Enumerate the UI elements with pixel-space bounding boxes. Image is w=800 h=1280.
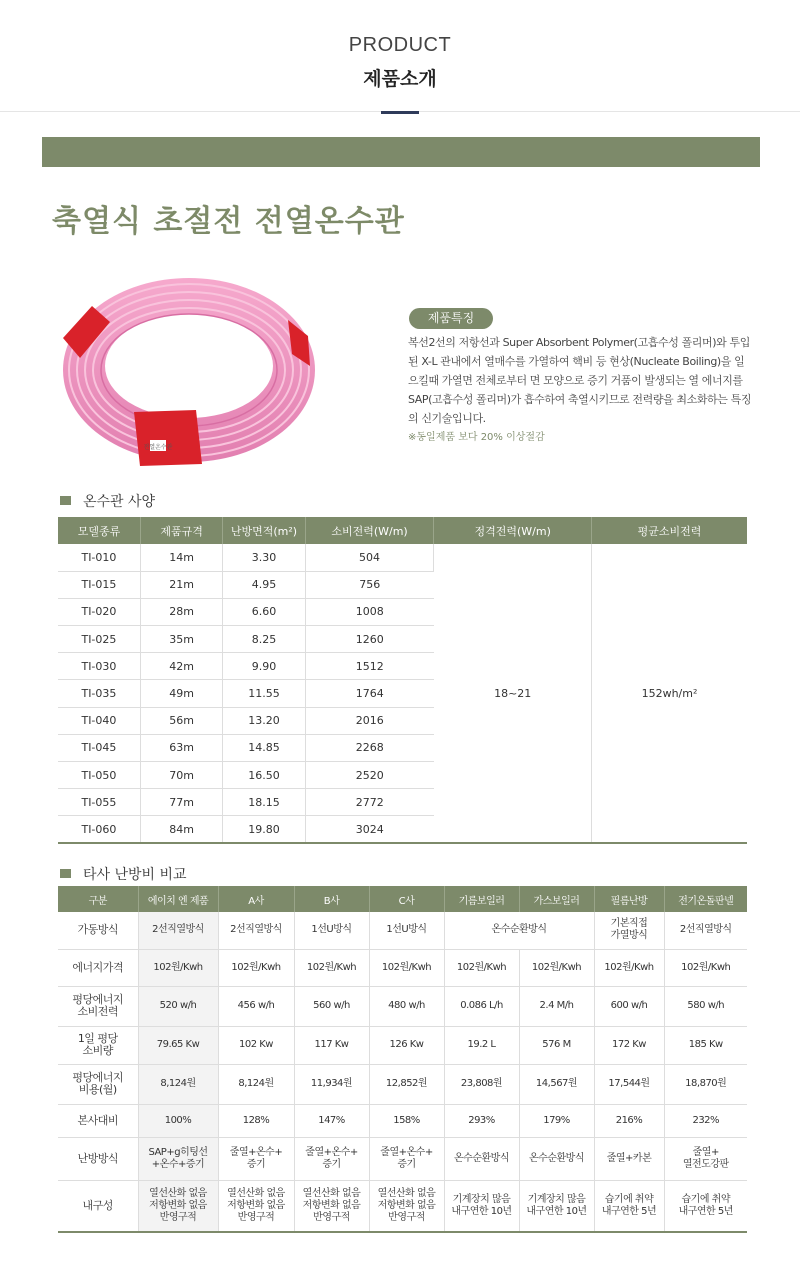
spec-cell: TI-050 — [58, 762, 140, 789]
compare-cell: 102 Kw — [218, 1026, 294, 1064]
compare-cell: 560 w/h — [294, 986, 369, 1026]
row-header-cell: 1일 평당 소비량 — [58, 1026, 138, 1064]
spec-cell: 42m — [140, 653, 222, 680]
compare-cell: 11,934원 — [294, 1064, 369, 1104]
title-band — [42, 137, 760, 167]
section-square-icon — [60, 869, 71, 878]
compare-header-cell: C사 — [369, 886, 444, 912]
compare-header-cell: 가스보일러 — [519, 886, 594, 912]
compare-cell: 기계장치 많음 내구연한 10년 — [444, 1180, 519, 1232]
features-text: 복선2선의 저항선과 Super Absorbent Polymer(고흡수성 폴리머)와 투입된 X-L 관내에서 열매수를 가열하여 핵비 등 현상(Nucleate Boiling)을 일으킬때 가열면 전체로부터 면 모양으로 증기 거품이 발생되는 열 에너지를 SAP(고흡수성 폴리머)가 흡수하여 축열시키므로 전력량을 최소화하는 특징의 신기술입니다. — [408, 336, 752, 425]
spec-cell: 16.50 — [223, 762, 305, 789]
spec-cell: 49m — [140, 680, 222, 707]
compare-cell: 600 w/h — [594, 986, 664, 1026]
compare-cell: 102원/Kwh — [294, 949, 369, 986]
spec-cell: 28m — [140, 598, 222, 625]
compare-cell: 0.086 L/h — [444, 986, 519, 1026]
spec-cell: 1764 — [305, 680, 434, 707]
compare-cell: 102원/Kwh — [218, 949, 294, 986]
spec-header-cell: 모델종류 — [58, 517, 140, 544]
compare-header-cell: 필름난방 — [594, 886, 664, 912]
spec-cell: 8.25 — [223, 626, 305, 653]
table-row — [58, 544, 747, 571]
compare-cell: 100% — [138, 1104, 218, 1137]
compare-cell: 580 w/h — [664, 986, 747, 1026]
spec-cell: 4.95 — [223, 571, 305, 598]
features-note: ※동일제품 보다 20% 이상절감 — [408, 432, 545, 443]
spec-cell: TI-055 — [58, 789, 140, 816]
compare-cell: 456 w/h — [218, 986, 294, 1026]
row-header-cell: 평당에너지 비용(월) — [58, 1064, 138, 1104]
spec-header-cell: 정격전력(W/m) — [434, 517, 592, 544]
pipe-coil-image — [58, 258, 320, 470]
spec-cell: TI-010 — [58, 544, 140, 571]
header-ko: 제품소개 — [363, 68, 437, 90]
row-header-cell: 본사대비 — [58, 1104, 138, 1137]
spec-cell: 35m — [140, 626, 222, 653]
compare-cell: 79.65 Kw — [138, 1026, 218, 1064]
spec-cell: TI-045 — [58, 734, 140, 761]
spec-cell: 11.55 — [223, 680, 305, 707]
compare-header-cell: 기름보일러 — [444, 886, 519, 912]
compare-cell: 2선직열방식 — [138, 912, 218, 949]
spec-cell: 14m — [140, 544, 222, 571]
spec-header-cell: 평균소비전력 — [591, 517, 747, 544]
compare-cell: 18,870원 — [664, 1064, 747, 1104]
compare-cell: 줄열+온수+ 증기 — [218, 1137, 294, 1180]
compare-cell: 8,124원 — [218, 1064, 294, 1104]
table-row — [58, 1026, 747, 1064]
spec-cell: 13.20 — [223, 707, 305, 734]
compare-cell: 23,808원 — [444, 1064, 519, 1104]
spec-cell: 84m — [140, 816, 222, 843]
spec-cell: TI-030 — [58, 653, 140, 680]
table-row — [58, 949, 747, 986]
compare-cell: 172 Kw — [594, 1026, 664, 1064]
spec-cell: TI-060 — [58, 816, 140, 843]
compare-cell: 576 M — [519, 1026, 594, 1064]
compare-cell: 102원/Kwh — [594, 949, 664, 986]
compare-cell: 12,852원 — [369, 1064, 444, 1104]
compare-cell: 102원/Kwh — [664, 949, 747, 986]
compare-cell: 102원/Kwh — [369, 949, 444, 986]
spec-cell: 63m — [140, 734, 222, 761]
compare-cell: 줄열+ 열전도강판 — [664, 1137, 747, 1180]
compare-cell: 열선산화 없음 저항변화 없음 반영구적 — [218, 1180, 294, 1232]
spec-cell: 756 — [305, 571, 434, 598]
spec-cell: 2016 — [305, 707, 434, 734]
spec-cell: 56m — [140, 707, 222, 734]
compare-section-title — [60, 864, 187, 884]
compare-cell: 1선U방식 — [369, 912, 444, 949]
compare-cell: 2선직열방식 — [218, 912, 294, 949]
compare-cell: 기본직접 가열방식 — [594, 912, 664, 949]
spec-cell: 2772 — [305, 789, 434, 816]
compare-cell: 102원/Kwh — [444, 949, 519, 986]
compare-title-text: 타사 난방비 비교 — [83, 867, 187, 883]
compare-cell: 열선산화 없음 저항변화 없음 반영구적 — [369, 1180, 444, 1232]
avg-power-cell: 152wh/m² — [591, 544, 747, 843]
features-badge: 제품특징 — [409, 308, 493, 329]
compare-table — [58, 886, 747, 1233]
compare-cell: 480 w/h — [369, 986, 444, 1026]
compare-cell: 열선산화 없음 저항변화 없음 반영구적 — [138, 1180, 218, 1232]
compare-cell: 216% — [594, 1104, 664, 1137]
spec-cell: 70m — [140, 762, 222, 789]
spec-cell: TI-035 — [58, 680, 140, 707]
compare-cell: 습기에 취약 내구연한 5년 — [594, 1180, 664, 1232]
compare-cell: 293% — [444, 1104, 519, 1137]
spec-cell: 77m — [140, 789, 222, 816]
spec-header-cell: 소비전력(W/m) — [305, 517, 434, 544]
spec-title-text: 온수관 사양 — [83, 494, 156, 510]
row-header-cell: 난방방식 — [58, 1137, 138, 1180]
compare-header-cell: 구분 — [58, 886, 138, 912]
compare-cell: 147% — [294, 1104, 369, 1137]
coil-label: 전열온수관 — [143, 444, 173, 451]
spec-cell: 3024 — [355, 822, 384, 836]
row-header-cell: 내구성 — [58, 1180, 138, 1232]
compare-cell: 117 Kw — [294, 1026, 369, 1064]
spec-header-cell: 제품규격 — [140, 517, 222, 544]
row-header-cell: 평당에너지 소비전력 — [58, 986, 138, 1026]
spec-cell: 2520 — [305, 762, 434, 789]
spec-cell: 21m — [140, 571, 222, 598]
spec-section-title — [60, 491, 155, 511]
compare-header-cell: A사 — [218, 886, 294, 912]
compare-cell: 158% — [369, 1104, 444, 1137]
compare-cell: 줄열+온수+ 증기 — [369, 1137, 444, 1180]
spec-cell: 9.90 — [223, 653, 305, 680]
compare-cell: 줄열+카본 — [594, 1137, 664, 1180]
compare-cell: SAP+g히팅선 +온수+증기 — [138, 1137, 218, 1180]
compare-cell: 19.2 L — [444, 1026, 519, 1064]
compare-cell: 줄열+온수+ 증기 — [294, 1137, 369, 1180]
spec-cell: 3.30 — [223, 544, 305, 571]
table-row — [58, 986, 747, 1026]
row-header-cell: 에너지가격 — [58, 949, 138, 986]
spec-header-cell: 난방면적(m²) — [223, 517, 305, 544]
compare-cell: 232% — [664, 1104, 747, 1137]
spec-cell: 1512 — [305, 653, 434, 680]
compare-cell: 8,124원 — [138, 1064, 218, 1104]
section-square-icon — [60, 496, 71, 505]
spec-cell: 6.60 — [223, 598, 305, 625]
table-row — [58, 912, 747, 949]
spec-cell: 19.80 — [223, 816, 305, 843]
compare-cell: 2선직열방식 — [664, 912, 747, 949]
spec-cell: TI-040 — [58, 707, 140, 734]
compare-cell: 1선U방식 — [294, 912, 369, 949]
compare-cell: 14,567원 — [519, 1064, 594, 1104]
compare-cell: 128% — [218, 1104, 294, 1137]
spec-cell: 504 — [305, 544, 434, 571]
table-row — [58, 1137, 747, 1180]
spec-table — [58, 517, 747, 844]
compare-cell: 126 Kw — [369, 1026, 444, 1064]
header-underline — [381, 111, 419, 114]
compare-cell: 520 w/h — [138, 986, 218, 1026]
compare-cell: 102원/Kwh — [138, 949, 218, 986]
compare-cell: 기계장치 많음 내구연한 10년 — [519, 1180, 594, 1232]
spec-cell: 1008 — [305, 598, 434, 625]
compare-cell: 102원/Kwh — [519, 949, 594, 986]
compare-cell: 온수순환방식 — [444, 912, 594, 949]
spec-cell: 2268 — [305, 734, 434, 761]
compare-header-cell: 에이치 엔 제품 — [138, 886, 218, 912]
spec-cell: TI-020 — [58, 598, 140, 625]
spec-cell: 18.15 — [223, 789, 305, 816]
spec-cell: TI-015 — [58, 571, 140, 598]
compare-cell: 17,544원 — [594, 1064, 664, 1104]
rated-power-cell: 18~21 — [434, 544, 592, 843]
spec-cell: 14.85 — [223, 734, 305, 761]
compare-cell: 185 Kw — [664, 1026, 747, 1064]
compare-cell: 179% — [519, 1104, 594, 1137]
compare-cell: 온수순환방식 — [444, 1137, 519, 1180]
compare-header-cell: B사 — [294, 886, 369, 912]
page-header — [0, 0, 800, 112]
table-row — [58, 1064, 747, 1104]
compare-cell: 온수순환방식 — [519, 1137, 594, 1180]
compare-cell: 습기에 취약 내구연한 5년 — [678, 1193, 733, 1217]
compare-header-cell: 전기온돌판넬 — [664, 886, 747, 912]
compare-cell: 열선산화 없음 저항변화 없음 반영구적 — [294, 1180, 369, 1232]
compare-cell: 2.4 M/h — [519, 986, 594, 1026]
spec-cell: TI-025 — [58, 626, 140, 653]
row-header-cell: 가동방식 — [58, 912, 138, 949]
table-row — [58, 1104, 747, 1137]
table-row — [58, 1180, 747, 1232]
spec-cell: 1260 — [305, 626, 434, 653]
product-title: 축열식 초절전 전열온수관 — [52, 204, 405, 239]
header-en: PRODUCT — [348, 34, 452, 56]
